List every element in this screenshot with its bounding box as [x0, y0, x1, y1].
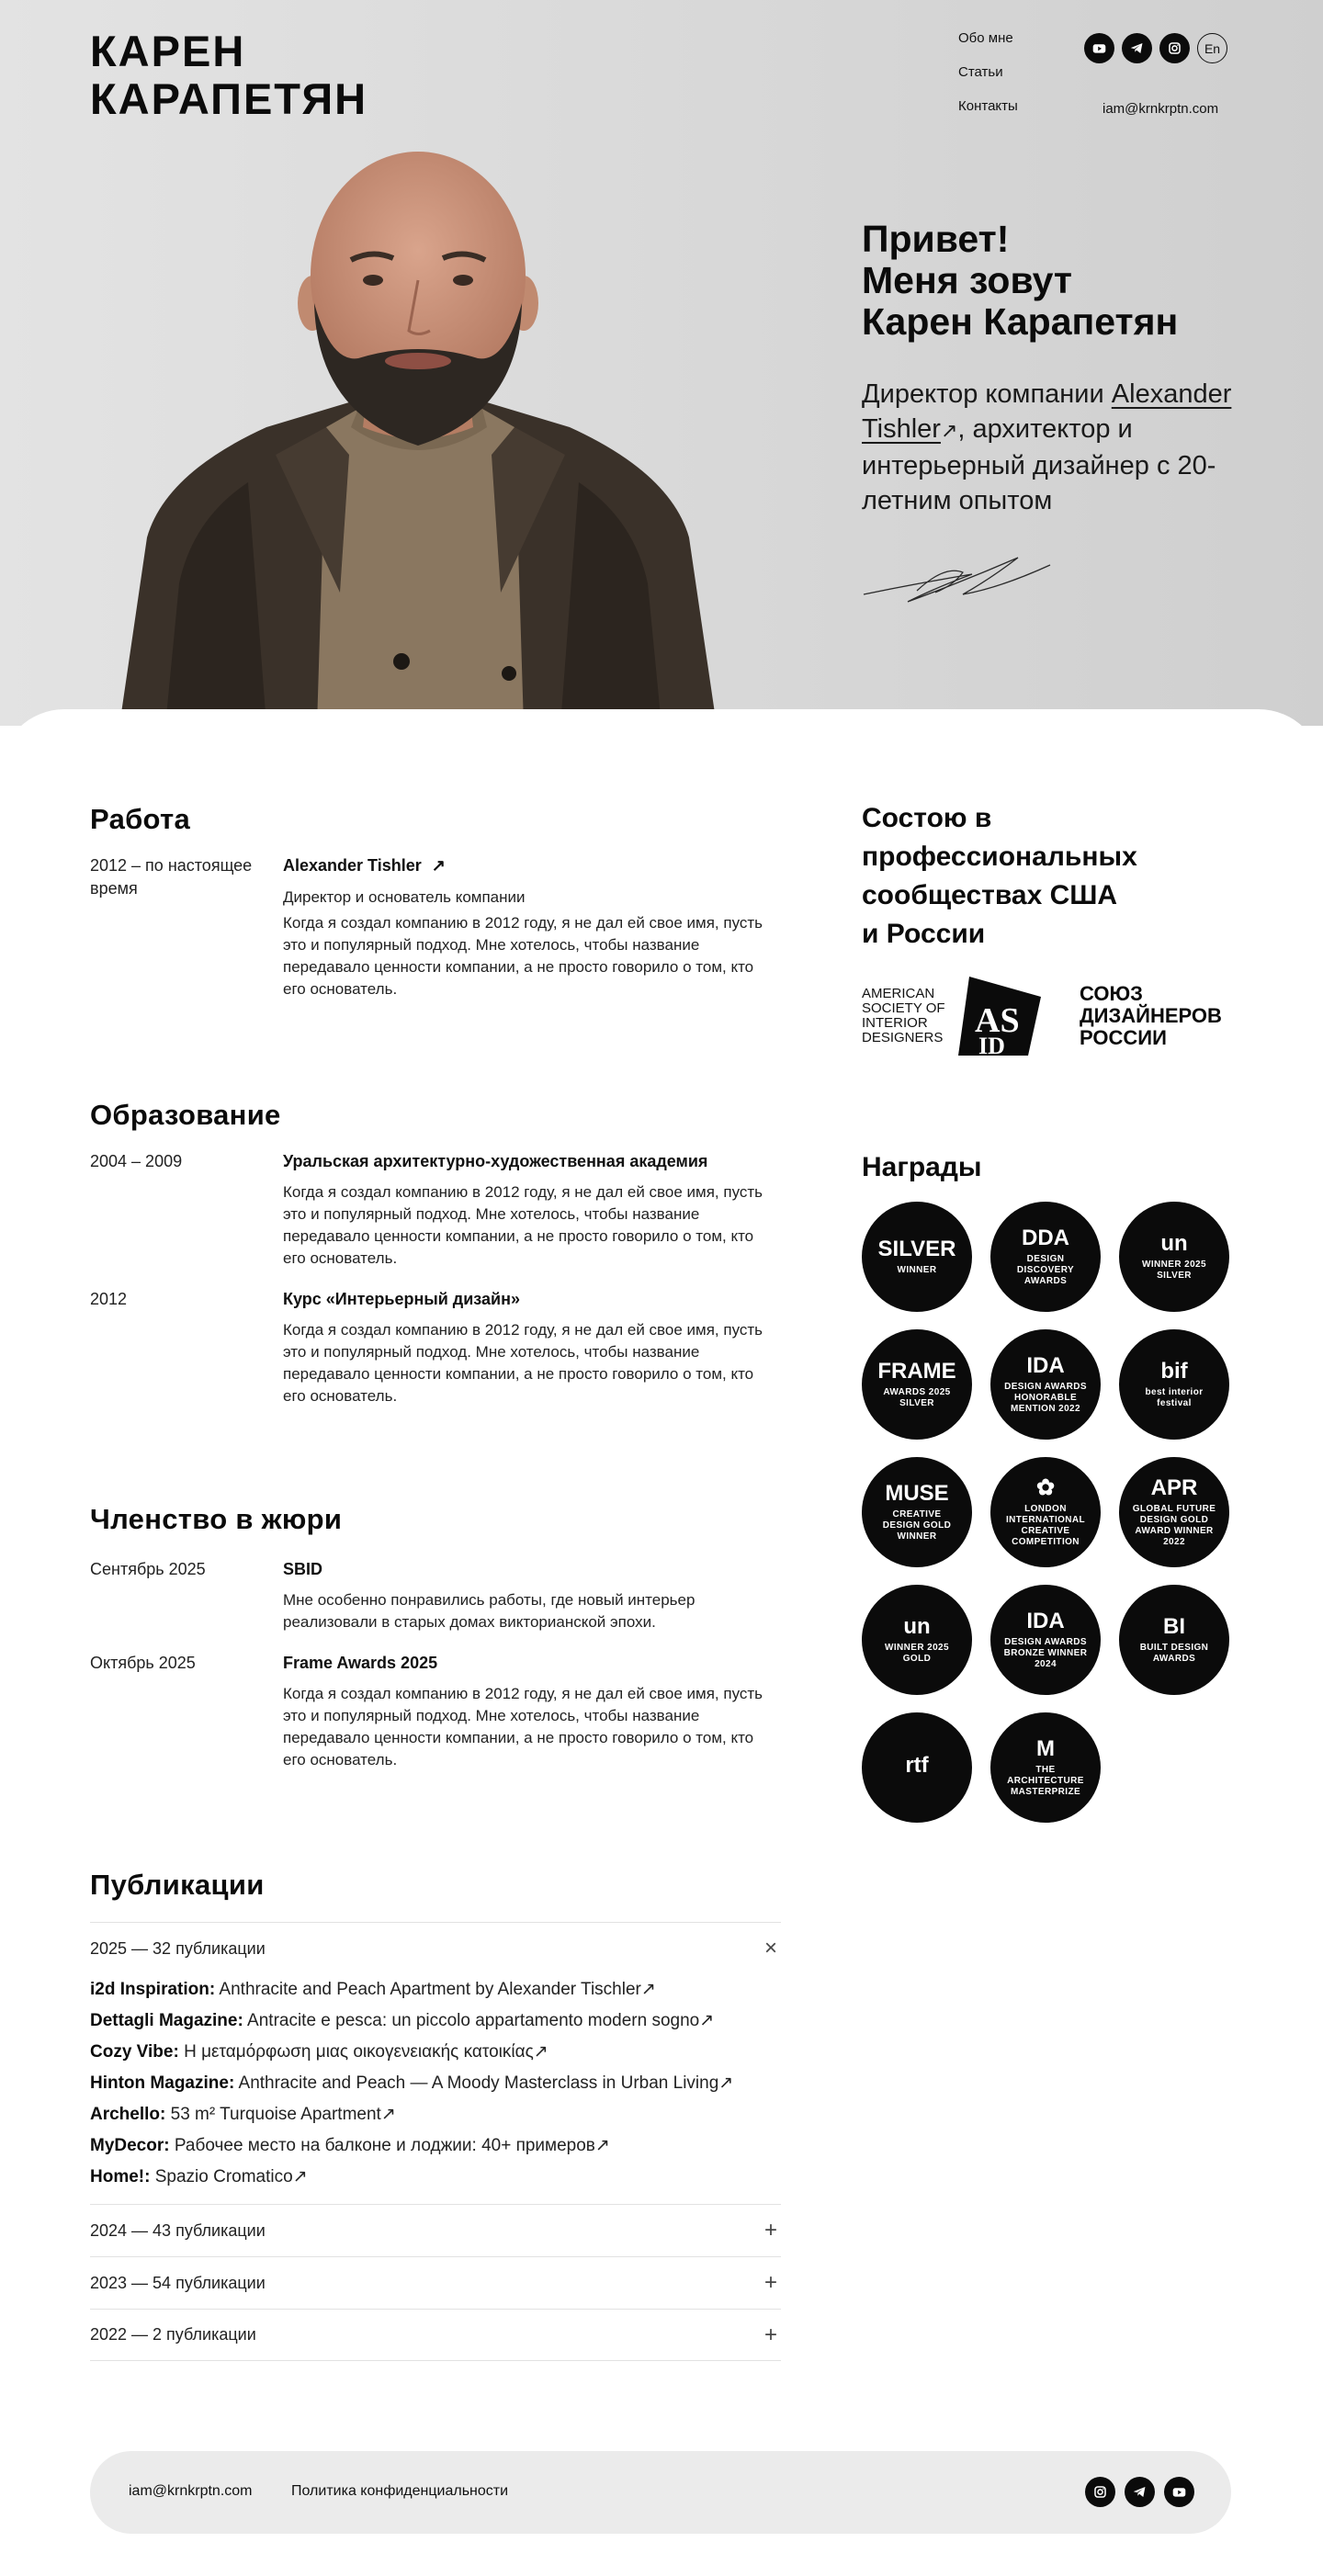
education-description: Когда я создал компанию в 2012 году, я не дал ей свое имя, пусть это и популярный подход. Мне хотелось, чтобы название передавало ценности компании, а не просто говорило о том, кто его основатель.: [283, 1321, 763, 1405]
awards-title: Награды: [862, 1152, 982, 1182]
jury-description: Когда я создал компанию в 2012 году, я не дал ей свое имя, пусть это и популярный подход. Мне хотелось, чтобы название передавало ценности компании, а не просто говорило о том, кто его основатель.: [283, 1685, 763, 1768]
plus-icon[interactable]: +: [763, 2322, 777, 2347]
svg-text:ID: ID: [978, 1033, 1005, 1056]
award-caption: BUILT DESIGN AWARDS: [1139, 1642, 1209, 1664]
plus-icon[interactable]: +: [763, 2270, 777, 2295]
award-caption: best interior festival: [1145, 1386, 1204, 1408]
publication-source: Home!:: [90, 2167, 151, 2186]
publication-title: 53 m² Turquoise Apartment: [170, 2105, 381, 2124]
publication-items: [90, 1974, 781, 2204]
publication-year-collapsed[interactable]: [90, 2256, 781, 2309]
work-period: 2012 – по настоящее время: [90, 856, 253, 898]
publication-year-open[interactable]: [90, 1922, 781, 1974]
publication-item[interactable]: [90, 2037, 781, 2068]
publication-title: Antracite e pesca: un piccolo appartamento modern sogno: [247, 2011, 700, 2030]
award-caption: AWARDS 2025 SILVER: [883, 1386, 951, 1408]
award-caption: WINNER 2025 SILVER: [1142, 1259, 1206, 1281]
work-company[interactable]: [283, 854, 779, 877]
tagline-prefix: Директор компании: [862, 379, 1104, 409]
communities-title: [862, 799, 1137, 954]
award-caption: DESIGN DISCOVERY AWARDS: [1016, 1253, 1075, 1286]
external-link-icon: ↗: [380, 2105, 396, 2124]
publication-item[interactable]: [90, 2068, 781, 2099]
award-badge: [1119, 1457, 1229, 1567]
plus-icon[interactable]: +: [763, 2218, 777, 2243]
award-badge: [862, 1712, 972, 1823]
award-mark: IDA: [1026, 1608, 1065, 1633]
publication-title: Η μεταμόρφωση μιας οικογενειακής κατοικίας: [184, 2042, 534, 2062]
award-mark: M: [1036, 1735, 1055, 1761]
publication-source: Hinton Magazine:: [90, 2073, 235, 2093]
publication-year-collapsed[interactable]: [90, 2309, 781, 2361]
portrait-photo: [110, 152, 808, 726]
external-link-icon: ↗: [292, 2167, 308, 2186]
jury-period: Октябрь 2025: [90, 1654, 196, 1672]
asid-line: AMERICAN: [862, 986, 935, 1001]
close-icon[interactable]: ×: [763, 1936, 777, 1960]
site-logo-name[interactable]: [90, 28, 368, 123]
sdr-logo: [1080, 983, 1222, 1049]
award-badge: [1119, 1202, 1229, 1312]
publication-title: Рабочее место на балконе и лоджии: 40+ примеров: [174, 2136, 595, 2155]
award-badge: [862, 1585, 972, 1695]
education-title: Образование: [90, 1099, 281, 1131]
instagram-icon[interactable]: [1085, 2477, 1115, 2507]
communities-title-line: сообществах США: [862, 880, 1118, 910]
publication-title: Anthracite and Peach — A Moody Masterclass in Urban Living: [238, 2073, 719, 2093]
external-link-icon: ↗: [640, 1980, 656, 1999]
jury-name: Frame Awards 2025: [283, 1654, 438, 1672]
logo-line-1: КАРЕН: [90, 27, 246, 75]
external-link-icon: ↗: [431, 856, 446, 875]
sdr-line: СОЮЗ: [1080, 982, 1143, 1005]
award-mark: rtf: [905, 1752, 929, 1778]
award-caption: LONDON INTERNATIONAL CREATIVE COMPETITION: [1005, 1503, 1086, 1547]
hero-section: [0, 0, 1323, 726]
award-caption: DESIGN AWARDS BRONZE WINNER 2024: [1003, 1636, 1088, 1669]
youtube-icon[interactable]: [1084, 33, 1114, 63]
sdr-line: РОССИИ: [1080, 1026, 1167, 1049]
education-name: Уральская архитектурно-художественная академия: [283, 1152, 708, 1170]
publication-source: Cozy Vibe:: [90, 2042, 179, 2062]
award-mark: FRAME: [877, 1358, 956, 1384]
footer: [90, 2451, 1231, 2534]
external-link-icon: ↗: [594, 2136, 610, 2155]
work-title: Работа: [90, 803, 191, 835]
education-description: Когда я создал компанию в 2012 году, я не дал ей свое имя, пусть это и популярный подход. Мне хотелось, чтобы название передавало ценности компании, а не просто говорило о том, кто его основатель.: [283, 1183, 763, 1267]
publication-source: Dettagli Magazine:: [90, 2011, 243, 2030]
footer-email[interactable]: iam@krnkrptn.com: [129, 2483, 253, 2499]
external-link-icon: ↗: [533, 2042, 548, 2062]
award-badge: [862, 1202, 972, 1312]
publication-source: Archello:: [90, 2105, 166, 2124]
asid-text: [862, 987, 945, 1045]
publication-year-collapsed[interactable]: [90, 2204, 781, 2256]
award-mark: ✿: [1035, 1474, 1056, 1500]
award-badge: [990, 1712, 1101, 1823]
award-badge: [990, 1585, 1101, 1695]
greeting-line-3: Карен Карапетян: [862, 300, 1179, 343]
award-caption: WINNER 2025 GOLD: [885, 1642, 949, 1664]
publications-title: Публикации: [90, 1869, 265, 1901]
asid-mark-icon: [958, 977, 1041, 1056]
award-caption: GLOBAL FUTURE DESIGN GOLD AWARD WINNER 2022: [1132, 1503, 1216, 1547]
education-period: 2004 – 2009: [90, 1152, 183, 1170]
telegram-icon[interactable]: [1122, 33, 1152, 63]
privacy-policy-link[interactable]: Политика конфиденциальности: [291, 2483, 509, 2499]
award-mark: APR: [1150, 1474, 1198, 1500]
language-switch[interactable]: En: [1197, 33, 1227, 63]
year-label: 2022 — 2 публикации: [90, 2325, 256, 2344]
award-badge: [1119, 1329, 1229, 1440]
work-role: Директор и основатель компании: [283, 888, 526, 906]
jury-description: Мне особенно понравились работы, где новый интерьер реализовали в старых домах викторианской эпохи.: [283, 1591, 695, 1631]
publication-item[interactable]: [90, 2130, 781, 2162]
year-label: 2024 — 43 публикации: [90, 2220, 266, 2240]
publication-title: Spazio Cromatico: [154, 2167, 293, 2186]
publication-item[interactable]: [90, 2162, 781, 2193]
communities-title-line: Состою в: [862, 803, 992, 833]
external-link-icon: ↗: [699, 2011, 715, 2030]
publication-item[interactable]: [90, 2005, 781, 2037]
signature-image: [862, 537, 1055, 611]
award-badge: [862, 1329, 972, 1440]
youtube-icon[interactable]: [1164, 2477, 1194, 2507]
award-mark: IDA: [1026, 1352, 1065, 1378]
year-label: 2023 — 54 публикации: [90, 2273, 266, 2292]
award-caption: THE ARCHITECTURE MASTERPRIZE: [1007, 1764, 1084, 1797]
top-nav: [958, 30, 1018, 115]
asid-logo: [862, 977, 1041, 1056]
communities-title-line: и России: [862, 919, 986, 949]
award-mark: bif: [1160, 1358, 1188, 1384]
jury-name: SBID: [283, 1560, 323, 1578]
jury-title: Членство в жюри: [90, 1503, 343, 1535]
award-caption: CREATIVE DESIGN GOLD WINNER: [882, 1508, 952, 1542]
publication-title: Anthracite and Peach Apartment by Alexander Tischler: [219, 1980, 641, 1999]
sdr-line: ДИЗАЙНЕРОВ: [1080, 1004, 1222, 1027]
award-badge: [990, 1202, 1101, 1312]
education-name: Курс «Интерьерный дизайн»: [283, 1290, 520, 1308]
greeting-line-2: Меня зовут: [862, 259, 1073, 301]
header-socials: [1084, 33, 1227, 63]
award-mark: un: [903, 1613, 931, 1639]
award-mark: MUSE: [885, 1480, 949, 1506]
hero-tagline: [862, 377, 1257, 518]
award-caption: WINNER: [897, 1264, 937, 1275]
header-email[interactable]: iam@krnkrptn.com: [1102, 101, 1219, 117]
publications-list: [90, 1922, 781, 2361]
award-mark: SILVER: [877, 1236, 956, 1261]
award-mark: DDA: [1022, 1225, 1069, 1250]
nav-articles[interactable]: Статьи: [958, 64, 1003, 80]
tagline-suffix: , архитектор и интерьерный дизайнер с 20-летним опытом: [862, 414, 1216, 515]
work-description: Когда я создал компанию в 2012 году, я не дал ей свое имя, пусть это и популярный подход. Мне хотелось, чтобы название передавало ценности компании, а не просто говорило о том, кто его основатель.: [283, 914, 763, 998]
nav-contacts[interactable]: Контакты: [958, 98, 1018, 114]
publication-item[interactable]: [90, 1974, 781, 2005]
nav-about[interactable]: Обо мне: [958, 30, 1013, 46]
hero-greeting: [862, 219, 1178, 343]
publication-item[interactable]: [90, 2099, 781, 2130]
company-name: Alexander Tishler: [283, 856, 422, 875]
greeting-line-1: Привет!: [862, 218, 1010, 260]
jury-period: Сентябрь 2025: [90, 1560, 206, 1578]
asid-line: DESIGNERS: [862, 1030, 944, 1045]
year-label: 2025 — 32 публикации: [90, 1938, 266, 1958]
award-mark: un: [1160, 1230, 1188, 1256]
asid-line: INTERIOR: [862, 1015, 928, 1031]
award-caption: DESIGN AWARDS HONORABLE MENTION 2022: [1004, 1381, 1087, 1414]
communities-title-line: профессиональных: [862, 842, 1137, 872]
award-badge: [990, 1457, 1101, 1567]
education-period: 2012: [90, 1290, 128, 1308]
footer-socials: [1085, 2477, 1194, 2507]
award-badge: [1119, 1585, 1229, 1695]
svg-text:AS: AS: [974, 1001, 1020, 1040]
asid-line: SOCIETY OF: [862, 1000, 945, 1016]
publication-source: MyDecor:: [90, 2136, 170, 2155]
publication-source: i2d Inspiration:: [90, 1980, 216, 1999]
logo-line-2: КАРАПЕТЯН: [90, 74, 368, 123]
award-mark: BI: [1163, 1613, 1185, 1639]
telegram-icon[interactable]: [1125, 2477, 1155, 2507]
instagram-icon[interactable]: [1159, 33, 1190, 63]
external-link-icon: ↗: [718, 2073, 734, 2093]
external-link-icon: ↗: [940, 419, 958, 442]
award-badge: [862, 1457, 972, 1567]
company-link[interactable]: Alexander Tishler: [862, 379, 1232, 444]
award-badge: [990, 1329, 1101, 1440]
